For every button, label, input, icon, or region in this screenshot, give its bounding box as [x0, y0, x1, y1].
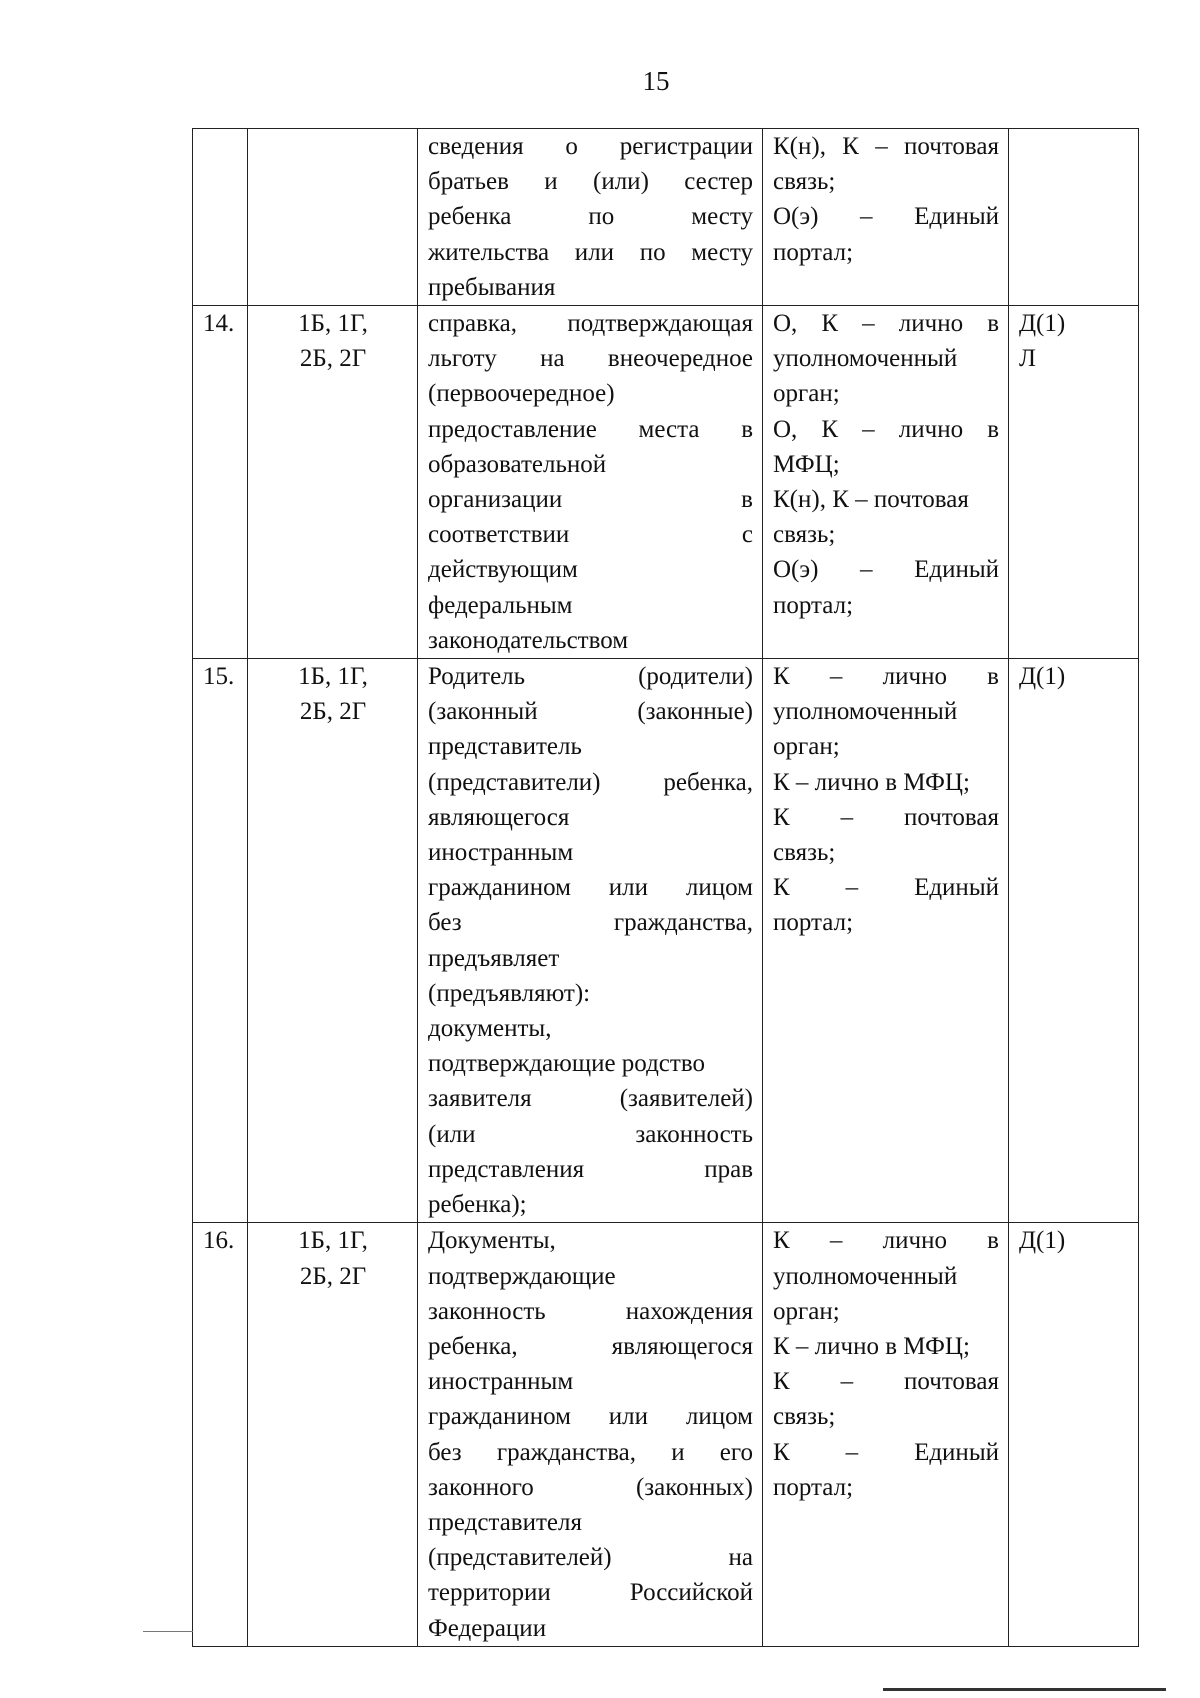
- document-description-line: представителя: [428, 1508, 582, 1536]
- document-description-line: Федерации: [428, 1614, 547, 1642]
- submission-method-line: К – Единый: [773, 874, 999, 902]
- submission-method-line: портал;: [773, 238, 854, 266]
- document-description: [418, 1223, 763, 1646]
- document-description-line: Родитель (родители): [428, 663, 753, 691]
- submission-method-line: орган;: [773, 733, 840, 761]
- categories-line: 2Б, 2Г: [299, 1262, 367, 1290]
- document-description-line: справка, подтверждающая: [428, 310, 753, 338]
- document-code: [1009, 306, 1139, 659]
- submission-method-line: МФЦ;: [773, 450, 840, 478]
- document-description-line: Документы,: [428, 1227, 556, 1255]
- document-description-line: ребенка);: [428, 1191, 527, 1219]
- document-description-line: пребывания: [428, 273, 556, 301]
- table-row: [193, 129, 1139, 306]
- submission-method-line: уполномоченный: [773, 1262, 958, 1290]
- document-description-line: действующим: [428, 556, 578, 584]
- categories-line: 1Б, 1Г,: [298, 663, 368, 691]
- applicant-categories: [248, 306, 418, 659]
- table-row: [193, 659, 1139, 1223]
- document-description: [418, 129, 763, 306]
- document-description-line: иностранным: [428, 839, 574, 867]
- document-description-line: (первоочередное): [428, 380, 615, 408]
- submission-method-line: портал;: [773, 591, 854, 619]
- document-description-line: льготу на внеочередное: [428, 345, 753, 373]
- document-description-line: ребенка, являющегося: [428, 1332, 753, 1360]
- document-description-line: организации в: [428, 486, 753, 514]
- document-code: [1009, 129, 1139, 306]
- document-description-line: предоставление места в: [428, 415, 753, 443]
- document-description-line: представления прав: [428, 1155, 753, 1183]
- categories-line: 1Б, 1Г,: [298, 1227, 368, 1255]
- document-description-line: гражданином или лицом: [428, 1403, 753, 1431]
- submission-method-line: К – почтовая: [773, 1368, 999, 1396]
- submission-method-line: уполномоченный: [773, 345, 958, 373]
- document-description-line: без гражданства, и его: [428, 1438, 753, 1466]
- document-code-line: Д(1): [1019, 310, 1066, 338]
- submission-method-line: К – лично в: [773, 1227, 999, 1255]
- document-description-line: без гражданства,: [428, 909, 753, 937]
- row-number: 14.: [193, 306, 248, 659]
- document-description-line: федеральным: [428, 591, 573, 619]
- page-number: 15: [642, 66, 670, 96]
- document-description-line: ребенка по месту: [428, 203, 753, 231]
- submission-method-line: О, К – лично в: [773, 415, 999, 443]
- submission-method-line: орган;: [773, 1297, 840, 1325]
- document-code: [1009, 1223, 1139, 1646]
- submission-method-line: уполномоченный: [773, 698, 958, 726]
- document-description: [418, 306, 763, 659]
- document-description-line: законность нахождения: [428, 1297, 753, 1325]
- document-description-line: соответствии с: [428, 521, 753, 549]
- document-code-line: Д(1): [1019, 663, 1066, 691]
- submission-method-line: связь;: [773, 521, 836, 549]
- row-number: 15.: [193, 659, 248, 1223]
- document-description-line: территории Российской: [428, 1579, 753, 1607]
- categories-line: 1Б, 1Г,: [298, 310, 368, 338]
- submission-method-line: К(н), К – почтовая: [773, 486, 969, 514]
- scan-bottom-line: [883, 1688, 1166, 1691]
- document-description-line: заявителя (заявителей): [428, 1085, 753, 1113]
- submission-method: [763, 659, 1009, 1223]
- document-description-line: образовательной: [428, 450, 607, 478]
- submission-method-line: портал;: [773, 1473, 854, 1501]
- submission-method: [763, 1223, 1009, 1646]
- document-description: [418, 659, 763, 1223]
- submission-method-line: связь;: [773, 168, 836, 196]
- applicant-categories: [248, 659, 418, 1223]
- document-description-line: подтверждающие: [428, 1262, 616, 1290]
- document-description-line: представитель: [428, 733, 582, 761]
- document-description-line: подтверждающие родство: [428, 1050, 705, 1078]
- submission-method-line: К – лично в МФЦ;: [773, 768, 970, 796]
- document-description-line: (представители) ребенка,: [428, 768, 753, 796]
- document-description-line: законодательством: [428, 626, 629, 654]
- submission-method-line: К – почтовая: [773, 803, 999, 831]
- submission-method-line: О(э) – Единый: [773, 203, 999, 231]
- document-description-line: (или законность: [428, 1120, 753, 1148]
- document-description-line: предъявляет: [428, 944, 560, 972]
- submission-method-line: О(э) – Единый: [773, 556, 999, 584]
- submission-method-line: связь;: [773, 839, 836, 867]
- categories-line: 2Б, 2Г: [299, 698, 367, 726]
- submission-method-line: орган;: [773, 380, 840, 408]
- submission-method-line: К – Единый: [773, 1438, 999, 1466]
- applicant-categories: [248, 1223, 418, 1646]
- document-description-line: законного (законных): [428, 1473, 753, 1501]
- submission-method: [763, 306, 1009, 659]
- categories-line: 2Б, 2Г: [299, 345, 367, 373]
- document-description-line: (представителей) на: [428, 1544, 753, 1572]
- document-description-line: (предъявляют):: [428, 979, 591, 1007]
- document-description-line: гражданином или лицом: [428, 874, 753, 902]
- document-description-line: являющегося: [428, 803, 570, 831]
- document-description-line: братьев и (или) сестер: [428, 168, 753, 196]
- row-number: [193, 129, 248, 306]
- row-number: 16.: [193, 1223, 248, 1646]
- submission-method-line: К – лично в: [773, 663, 999, 691]
- document-code-line: Л: [1019, 345, 1036, 373]
- document-description-line: сведения о регистрации: [428, 133, 753, 160]
- document-code: [1009, 659, 1139, 1223]
- document-code-line: Д(1): [1019, 1227, 1066, 1255]
- scan-margin-line: [143, 1631, 193, 1632]
- submission-method: [763, 129, 1009, 306]
- applicant-categories: [248, 129, 418, 306]
- submission-method-line: связь;: [773, 1403, 836, 1431]
- submission-method-line: О, К – лично в: [773, 310, 999, 338]
- table-row: [193, 1223, 1139, 1646]
- submission-method-line: портал;: [773, 909, 854, 937]
- table-row: [193, 306, 1139, 659]
- document-description-line: жительства или по месту: [428, 238, 753, 266]
- document-description-line: (законный (законные): [428, 698, 753, 726]
- documents-table: [192, 128, 1139, 1647]
- submission-method-line: К(н), К – почтовая: [773, 133, 999, 160]
- document-description-line: иностранным: [428, 1368, 574, 1396]
- submission-method-line: К – лично в МФЦ;: [773, 1332, 970, 1360]
- document-description-line: документы,: [428, 1015, 552, 1043]
